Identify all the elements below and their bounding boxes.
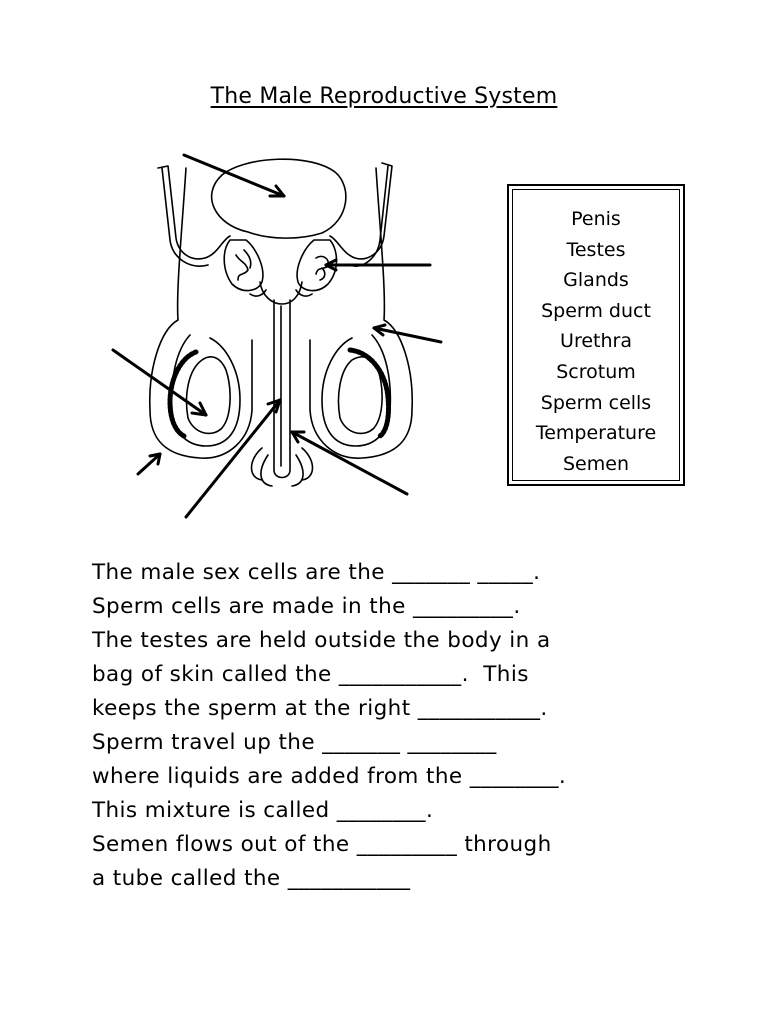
word-bank-box — [507, 184, 685, 486]
word-bank-item: Penis — [571, 208, 621, 230]
question-line: The testes are held outside the body in a — [92, 628, 551, 653]
word-bank-item: Testes — [566, 238, 626, 261]
question-line: Semen flows out of the _________ through — [92, 832, 552, 857]
question-line: where liquids are added from the ________. — [92, 764, 567, 789]
bladder — [212, 159, 346, 238]
arrow-penis — [292, 432, 407, 494]
right-scrotum — [310, 168, 412, 458]
left-sperm-duct — [158, 166, 230, 259]
label-arrows — [113, 155, 441, 517]
left-testis — [187, 357, 231, 434]
question-line: Sperm cells are made in the _________. — [92, 594, 521, 619]
word-bank-item: Scrotum — [556, 360, 636, 383]
urethra — [274, 300, 290, 478]
word-bank-item: Glands — [563, 269, 629, 292]
word-bank-item: Urethra — [560, 330, 632, 353]
word-bank-inner-border — [512, 189, 680, 481]
arrow-bladder — [184, 155, 284, 196]
question-line: a tube called the ___________ — [92, 866, 411, 891]
question-line: bag of skin called the ___________. This — [92, 662, 529, 687]
question-line: keeps the sperm at the right ___________. — [92, 696, 548, 721]
fill-in-the-blanks-text — [92, 556, 732, 896]
page-title: The Male Reproductive System — [210, 84, 558, 109]
question-line: This mixture is called ________. — [92, 798, 434, 823]
question-line: The male sex cells are the _______ _____. — [92, 560, 541, 585]
word-bank-item: Semen — [563, 452, 629, 475]
question-line: Sperm travel up the _______ ________ — [92, 730, 497, 755]
arrow-testis — [113, 350, 206, 415]
word-bank-item: Temperature — [535, 422, 657, 445]
reproductive-system-diagram — [100, 140, 450, 525]
word-bank-item: Sperm duct — [541, 299, 651, 322]
penis-glans — [261, 455, 303, 486]
prostate — [260, 282, 302, 304]
left-gland — [224, 240, 263, 291]
word-bank-item: Sperm cells — [540, 391, 652, 414]
word-bank-list — [513, 204, 679, 479]
